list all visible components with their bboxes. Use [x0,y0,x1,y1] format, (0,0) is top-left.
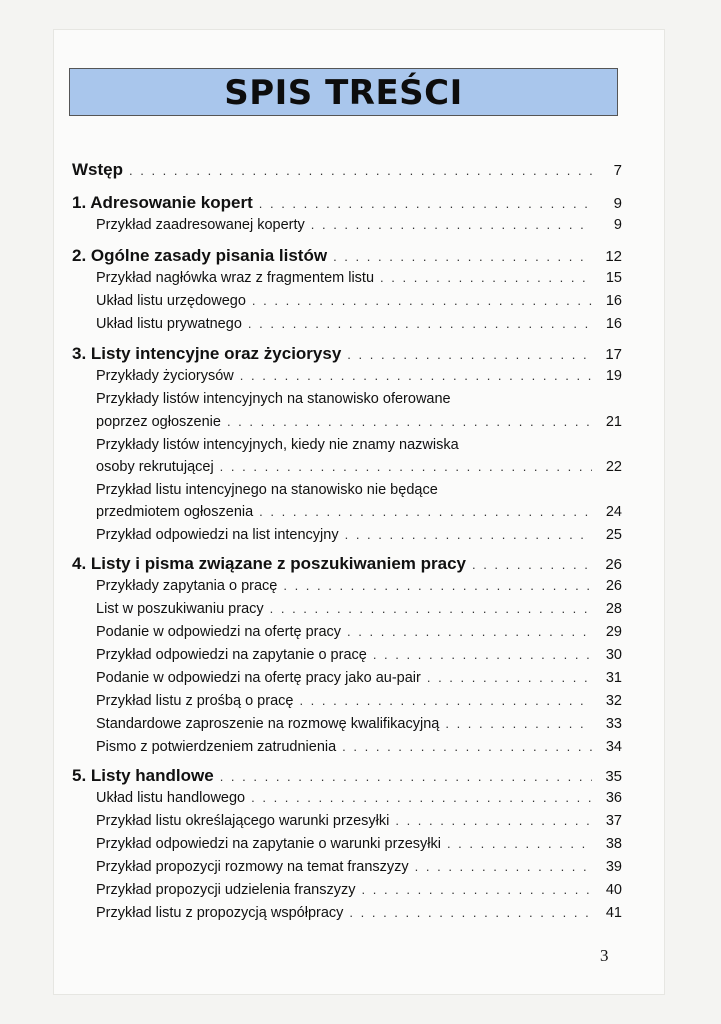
toc-entry[interactable]: Podanie w odpowiedzi na ofertę pracy . . . 29 [72,624,622,640]
toc-entry[interactable]: Przykład odpowiedzi na zapytanie o pracę . . . 30 [72,647,622,663]
toc-entry[interactable]: Układ listu handlowego . . . 36 [72,790,622,806]
toc-entry[interactable]: Standardowe zaproszenie na rozmowę kwalifikacyjną . . . 33 [72,716,622,732]
toc-entry-line1[interactable]: Przykłady listów intencyjnych na stanowisko oferowane [96,391,451,407]
toc-entry[interactable]: Układ listu urzędowego . . . 16 [72,293,622,309]
toc-entry[interactable]: Przykład odpowiedzi na list intencyjny . . . 25 [72,527,622,543]
page-number: 3 [600,946,609,965]
toc-entry[interactable]: osoby rekrutującej . . . 22 [72,459,622,475]
toc-entry[interactable]: Pismo z potwierdzeniem zatrudnienia . . . 34 [72,739,622,755]
toc-entry[interactable]: Przykład zaadresowanej koperty . . . 9 [72,217,622,233]
toc-entry[interactable]: Podanie w odpowiedzi na ofertę pracy jako au-pair . . . 31 [72,670,622,686]
toc-entry[interactable]: Przykład listu określającego warunki przesyłki . . . 37 [72,813,622,829]
page-title: SPIS TREŚCI [224,73,463,113]
toc-entry[interactable]: Przykłady zapytania o pracę . . . 26 [72,578,622,594]
toc-chapter-2[interactable]: 2. Ogólne zasady pisania listów . . . 12 [72,246,622,266]
title-banner [69,68,618,116]
toc-chapter-4[interactable]: 4. Listy i pisma związane z poszukiwaniem pracy . . . 26 [72,554,622,574]
toc-entry[interactable]: Przykład odpowiedzi na zapytanie o warunki przesyłki . . . 38 [72,836,622,852]
toc-entry[interactable]: Przykład propozycji udzielenia franszyzy . . . 40 [72,882,622,898]
toc-entry[interactable]: Przykład listu z propozycją współpracy . . . 41 [72,905,622,921]
toc-entry[interactable]: Przykłady życiorysów . . . 19 [72,368,622,384]
toc-entry[interactable]: List w poszukiwaniu pracy . . . 28 [72,601,622,617]
toc-entry[interactable]: Przykład listu z prośbą o pracę . . . 32 [72,693,622,709]
toc-entry[interactable]: poprzez ogłoszenie . . . 21 [72,414,622,430]
toc-entry-intro[interactable]: Wstęp . . . 7 [72,160,622,180]
toc-entry-line1[interactable]: Przykłady listów intencyjnych, kiedy nie znamy nazwiska [96,437,459,453]
toc-entry-line1[interactable]: Przykład listu intencyjnego na stanowisko nie będące [96,482,438,498]
toc-chapter-1[interactable]: 1. Adresowanie kopert . . . 9 [72,193,622,213]
toc-chapter-5[interactable]: 5. Listy handlowe . . . 35 [72,766,622,786]
toc-chapter-3[interactable]: 3. Listy intencyjne oraz życiorysy . . . 17 [72,344,622,364]
toc-entry[interactable]: Przykład propozycji rozmowy na temat franszyzy . . . 39 [72,859,622,875]
toc-entry[interactable]: Przykład nagłówka wraz z fragmentem listu . . . 15 [72,270,622,286]
toc-entry[interactable]: Układ listu prywatnego . . . 16 [72,316,622,332]
toc-entry[interactable]: przedmiotem ogłoszenia . . . 24 [72,504,622,520]
